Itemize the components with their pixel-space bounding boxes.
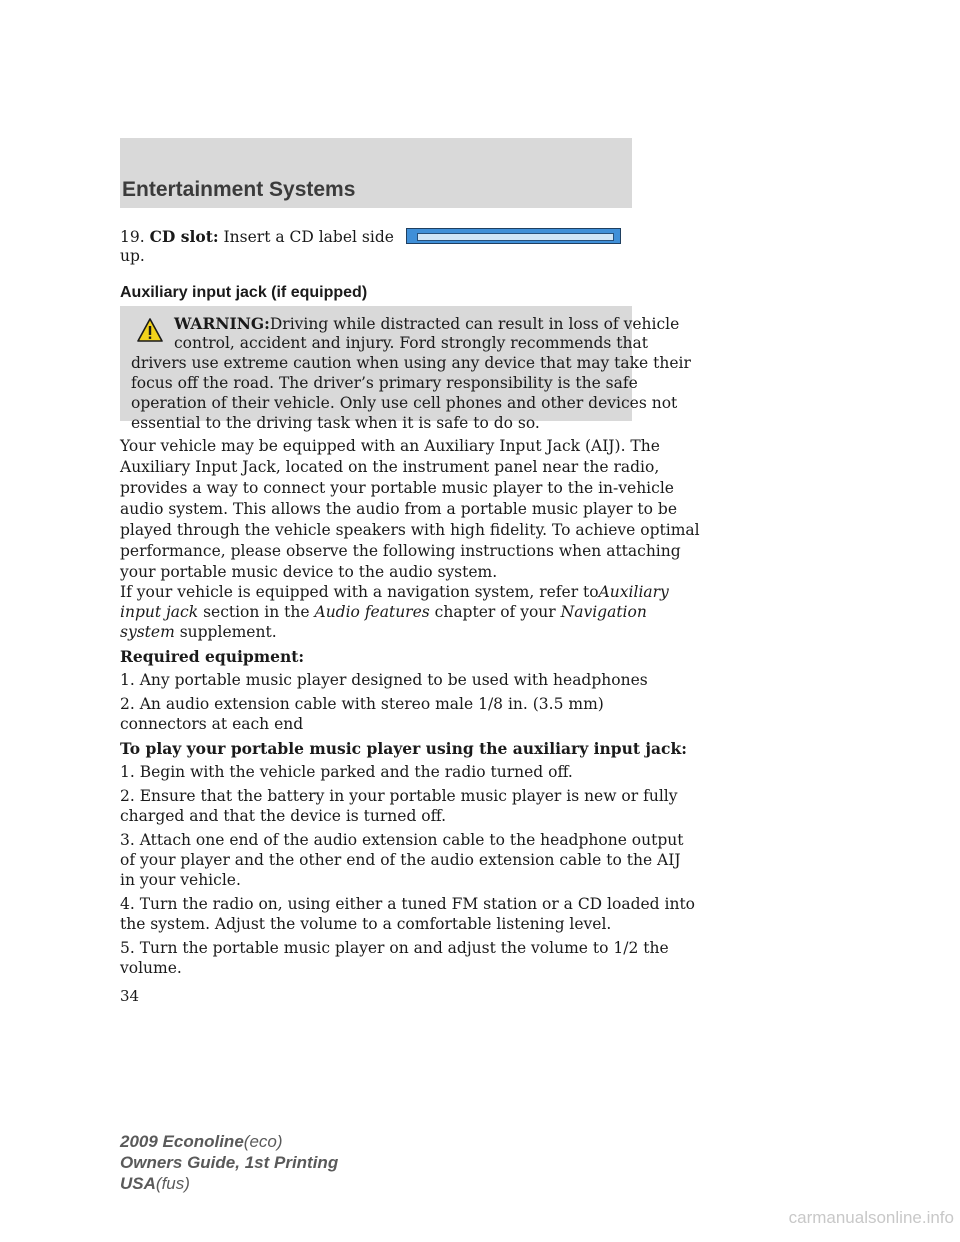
intro-line: provides a way to connect your portable music player to the in-vehicle	[120, 479, 674, 497]
play-step-2-line2: charged and that the device is turned off.	[120, 807, 447, 825]
cd-slot-text-line1: Insert a CD label side	[223, 228, 394, 246]
watermark-link[interactable]: carmanualsonline.info	[788, 1208, 954, 1227]
footer-guide-line: Owners Guide, 1st Printing	[120, 1153, 339, 1172]
page-number: 34	[120, 987, 140, 1005]
nav-ref-italic: Auxiliary	[598, 583, 669, 601]
item-number: 19.	[120, 228, 145, 246]
intro-line: Your vehicle may be equipped with an Auxiliary Input Jack (AIJ). The	[120, 437, 660, 455]
required-heading: Required equipment:	[120, 647, 305, 666]
warning-line-3: drivers use extreme caution when using any device that may take their	[131, 354, 691, 372]
warning-line-2: control, accident and injury. Ford strongly recommends that	[174, 334, 648, 352]
section-title: Entertainment Systems	[122, 178, 356, 201]
footer-model-line: 2009 Econoline(eco)	[120, 1132, 283, 1151]
intro-line: audio system. This allows the audio from a portable music player to be	[120, 500, 678, 518]
play-step-4-line2: the system. Adjust the volume to a comfortable listening level.	[120, 915, 612, 933]
warning-label: WARNING:	[174, 314, 270, 333]
play-heading: To play your portable music player using the auxiliary input jack:	[120, 739, 687, 758]
cd-slot-item	[120, 226, 394, 248]
nav-ref-line-2: input jack section in the Audio features chapter of your Navigation	[120, 603, 647, 621]
warning-line-1: WARNING:Driving while distracted can result in loss of vehicle	[174, 314, 680, 333]
intro-line: played through the vehicle speakers with high fidelity. To achieve optimal	[120, 521, 700, 539]
play-step-3-line3: in your vehicle.	[120, 871, 241, 889]
cd-slot-label: CD slot:	[149, 227, 219, 246]
footer-region-line: USA(fus)	[120, 1174, 190, 1193]
play-step-2-line1: 2. Ensure that the battery in your portable music player is new or fully	[120, 787, 678, 805]
cd-slot-illustration	[406, 228, 621, 244]
warning-line-4: focus off the road. The driver’s primary responsibility is the safe	[131, 374, 638, 392]
intro-line: your portable music device to the audio system.	[120, 563, 498, 581]
play-step-3-line1: 3. Attach one end of the audio extension cable to the headphone output	[120, 831, 684, 849]
nav-ref-line-1: If your vehicle is equipped with a navigation system, refer toAuxiliary	[120, 583, 669, 601]
intro-line: performance, please observe the following instructions when attaching	[120, 542, 681, 560]
play-step-5-line1: 5. Turn the portable music player on and adjust the volume to 1/2 the	[120, 939, 669, 957]
play-step-3-line2: of your player and the other end of the audio extension cable to the AIJ	[120, 851, 681, 869]
warning-line-6: essential to the driving task when it is safe to do so.	[131, 414, 540, 432]
play-step-5-line2: volume.	[120, 959, 182, 977]
warning-line-5: operation of their vehicle. Only use cell phones and other devices not	[131, 394, 678, 412]
required-item-1: 1. Any portable music player designed to be used with headphones	[120, 671, 648, 689]
required-item-2-line2: connectors at each end	[120, 715, 304, 733]
cd-slot-text-line2: up.	[120, 247, 145, 265]
aux-input-heading: Auxiliary input jack (if equipped)	[120, 284, 368, 301]
intro-line: Auxiliary Input Jack, located on the instrument panel near the radio,	[120, 458, 660, 476]
nav-ref-line-3: system supplement.	[120, 623, 277, 641]
required-item-2-line1: 2. An audio extension cable with stereo male 1/8 in. (3.5 mm)	[120, 695, 604, 713]
warning-triangle-icon	[137, 318, 163, 342]
play-step-4-line1: 4. Turn the radio on, using either a tuned FM station or a CD loaded into	[120, 895, 696, 913]
play-step-1: 1. Begin with the vehicle parked and the radio turned off.	[120, 763, 573, 781]
